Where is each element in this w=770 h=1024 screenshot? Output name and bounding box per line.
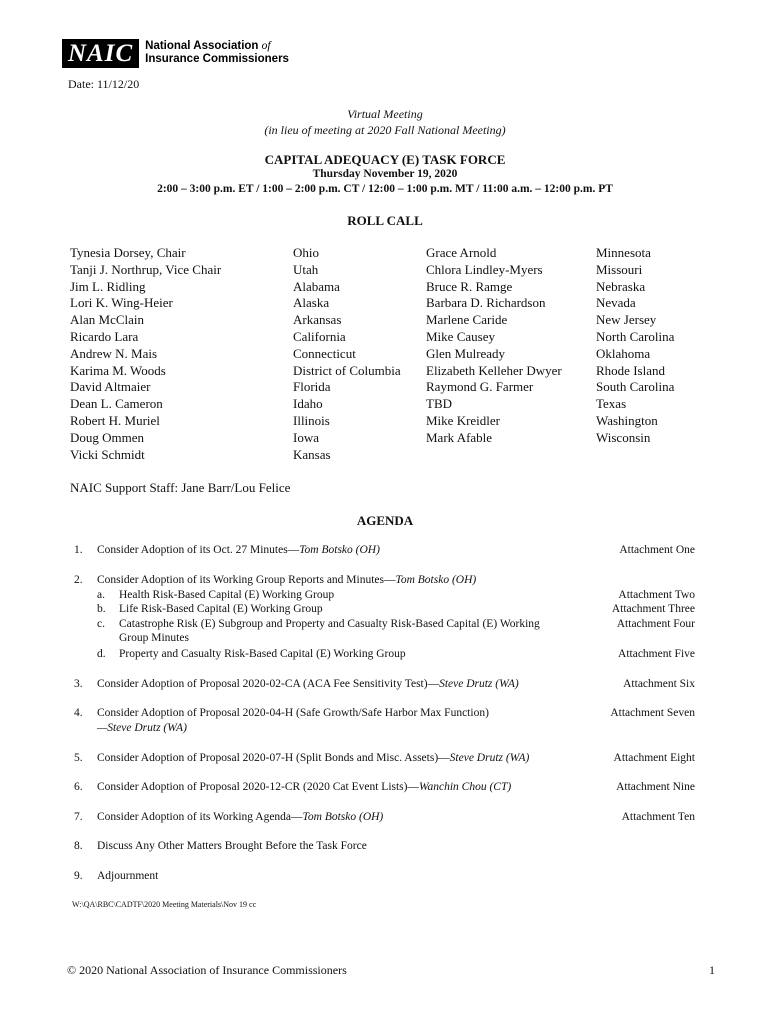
- meeting-type: Virtual Meeting: [347, 107, 423, 121]
- agenda-subitem-continued: Group Minutes: [119, 632, 189, 644]
- page-number: 1: [709, 963, 715, 977]
- member-state: Nebraska: [596, 278, 646, 294]
- agenda-number: 4.: [74, 707, 83, 719]
- agenda-text: Consider Adoption of Proposal 2020-04-H (Safe Growth/Safe Harbor Max Function): [97, 707, 489, 719]
- member-name: Ricardo Lara: [70, 328, 139, 344]
- member-state: New Jersey: [596, 312, 657, 328]
- member-state: Utah: [293, 261, 319, 277]
- member-name: TBD: [426, 396, 452, 412]
- agenda-text: Adjournment: [97, 870, 159, 882]
- member-state: Iowa: [293, 429, 319, 445]
- attachment-label: Attachment Eight: [613, 752, 695, 764]
- roll-right-states: [596, 245, 674, 447]
- member-name: Robert H. Muriel: [70, 412, 160, 428]
- member-name: Doug Ommen: [70, 429, 145, 445]
- agenda-subitem: c. Catastrophe Risk (E) Subgroup and Property and Casualty Risk-Based Capital (E) Working: [97, 618, 540, 630]
- attachment-label: Attachment Two: [618, 589, 695, 601]
- agenda-number: 3.: [74, 678, 83, 690]
- agenda-number: 2.: [74, 574, 83, 586]
- member-name: Raymond G. Farmer: [426, 379, 534, 395]
- naic-logo-mark: NAIC: [62, 39, 139, 68]
- member-state: South Carolina: [596, 379, 675, 395]
- logo-line2: Insurance Commissioners: [145, 53, 289, 65]
- member-name: Bruce R. Ramge: [426, 278, 513, 294]
- member-name: Mike Kreidler: [426, 412, 501, 428]
- agenda-subitem: d. Property and Casualty Risk-Based Capital (E) Working Group: [97, 648, 406, 660]
- member-state: Alabama: [293, 278, 340, 294]
- member-state: Idaho: [293, 396, 323, 412]
- agenda-text: Consider Adoption of Proposal 2020-12-CR (2020 Cat Event Lists)—Wanchin Chou (CT): [97, 781, 512, 793]
- member-name: Dean L. Cameron: [70, 396, 163, 412]
- attachment-label: Attachment Six: [623, 678, 695, 690]
- member-state: Minnesota: [596, 245, 651, 260]
- member-state: District of Columbia: [293, 362, 401, 378]
- agenda-number: 5.: [74, 752, 83, 764]
- agenda-text: Consider Adoption of Proposal 2020-07-H (Split Bonds and Misc. Assets)—Steve Drutz (WA): [97, 752, 530, 764]
- roll-left-states: [293, 245, 401, 463]
- member-state: Texas: [596, 396, 627, 412]
- logo-of: of: [261, 40, 271, 52]
- member-state: Arkansas: [293, 312, 342, 328]
- member-state: Wisconsin: [596, 429, 651, 445]
- member-state: Ohio: [293, 245, 319, 260]
- member-state: Rhode Island: [596, 362, 665, 378]
- meeting-note: (in lieu of meeting at 2020 Fall National Meeting): [264, 123, 506, 137]
- naic-logo-text: [145, 40, 289, 66]
- agenda-number: 7.: [74, 811, 83, 823]
- attachment-label: Attachment Four: [616, 618, 695, 630]
- member-name: Lori K. Wing-Heier: [70, 295, 173, 311]
- member-name: Mark Afable: [426, 429, 493, 445]
- member-state: Florida: [293, 379, 331, 395]
- attachment-label: Attachment Five: [618, 648, 695, 660]
- copyright-footer: © 2020 National Association of Insurance Commissioners: [67, 963, 347, 977]
- agenda-number: 1.: [74, 544, 83, 556]
- agenda-presenter: —Steve Drutz (WA): [97, 722, 187, 734]
- agenda-text: Discuss Any Other Matters Brought Before the Task Force: [97, 840, 367, 852]
- member-name: Glen Mulready: [426, 345, 506, 361]
- naic-logo: [62, 38, 289, 68]
- member-name: Karima M. Woods: [70, 362, 166, 378]
- support-staff: NAIC Support Staff: Jane Barr/Lou Felice: [70, 480, 291, 495]
- member-name: Tanji J. Northrup, Vice Chair: [70, 261, 222, 277]
- member-name: Elizabeth Kelleher Dwyer: [426, 362, 562, 378]
- member-state: Oklahoma: [596, 345, 651, 361]
- attachment-label: Attachment One: [619, 544, 695, 556]
- member-state: California: [293, 328, 346, 344]
- agenda-text: Consider Adoption of its Working Group Reports and Minutes—Tom Botsko (OH): [97, 574, 477, 586]
- member-name: Grace Arnold: [426, 245, 497, 260]
- agenda-number: 8.: [74, 840, 83, 852]
- meeting-date: Thursday November 19, 2020: [312, 168, 458, 180]
- attachment-label: Attachment Seven: [610, 707, 695, 719]
- attachment-label: Attachment Ten: [621, 811, 695, 823]
- member-name: Andrew N. Mais: [70, 345, 158, 361]
- agenda-subitem: a. Health Risk-Based Capital (E) Working Group: [97, 589, 335, 601]
- meeting-time: 2:00 – 3:00 p.m. ET / 1:00 – 2:00 p.m. CT / 12:00 – 1:00 p.m. MT / 11:00 a.m. – 12:00 p.m. PT: [157, 183, 613, 195]
- member-name: Marlene Caride: [426, 312, 508, 328]
- member-name: Tynesia Dorsey, Chair: [70, 245, 186, 260]
- member-name: Vicki Schmidt: [70, 446, 145, 462]
- agenda-number: 6.: [74, 781, 83, 793]
- member-name: Barbara D. Richardson: [426, 295, 546, 311]
- document-date: Date: 11/12/20: [68, 77, 140, 91]
- agenda-text: Consider Adoption of its Working Agenda—Tom Botsko (OH): [97, 811, 384, 823]
- logo-line1: National Association: [145, 40, 259, 52]
- agenda-text: Consider Adoption of its Oct. 27 Minutes—Tom Botsko (OH): [97, 544, 380, 556]
- member-state: Washington: [596, 412, 658, 428]
- file-path: W:\QA\RBC\CADTF\2020 Meeting Materials\Nov 19 cc: [72, 900, 257, 909]
- roll-right-names: [426, 245, 562, 447]
- member-name: Alan McClain: [70, 312, 145, 328]
- attachment-label: Attachment Nine: [616, 781, 695, 793]
- member-name: Mike Causey: [426, 328, 495, 344]
- member-name: Jim L. Ridling: [70, 278, 146, 294]
- member-state: Illinois: [293, 412, 330, 428]
- roll-left-names: [70, 245, 221, 463]
- member-name: Chlora Lindley-Myers: [426, 261, 543, 277]
- agenda-number: 9.: [74, 870, 83, 882]
- member-state: North Carolina: [596, 328, 675, 344]
- member-state: Kansas: [293, 446, 331, 462]
- page-title: CAPITAL ADEQUACY (E) TASK FORCE: [264, 152, 506, 167]
- attachment-label: Attachment Three: [611, 603, 695, 615]
- agenda-heading: AGENDA: [356, 513, 414, 528]
- member-state: Nevada: [596, 295, 636, 311]
- agenda-text: Consider Adoption of Proposal 2020-02-CA (ACA Fee Sensitivity Test)—Steve Drutz (WA): [97, 678, 519, 690]
- agenda-subitem: b. Life Risk-Based Capital (E) Working Group: [97, 603, 323, 615]
- member-state: Alaska: [293, 295, 330, 311]
- roll-call-heading: ROLL CALL: [347, 213, 423, 228]
- member-name: David Altmaier: [70, 379, 151, 395]
- member-state: Connecticut: [293, 345, 356, 361]
- member-state: Missouri: [596, 261, 643, 277]
